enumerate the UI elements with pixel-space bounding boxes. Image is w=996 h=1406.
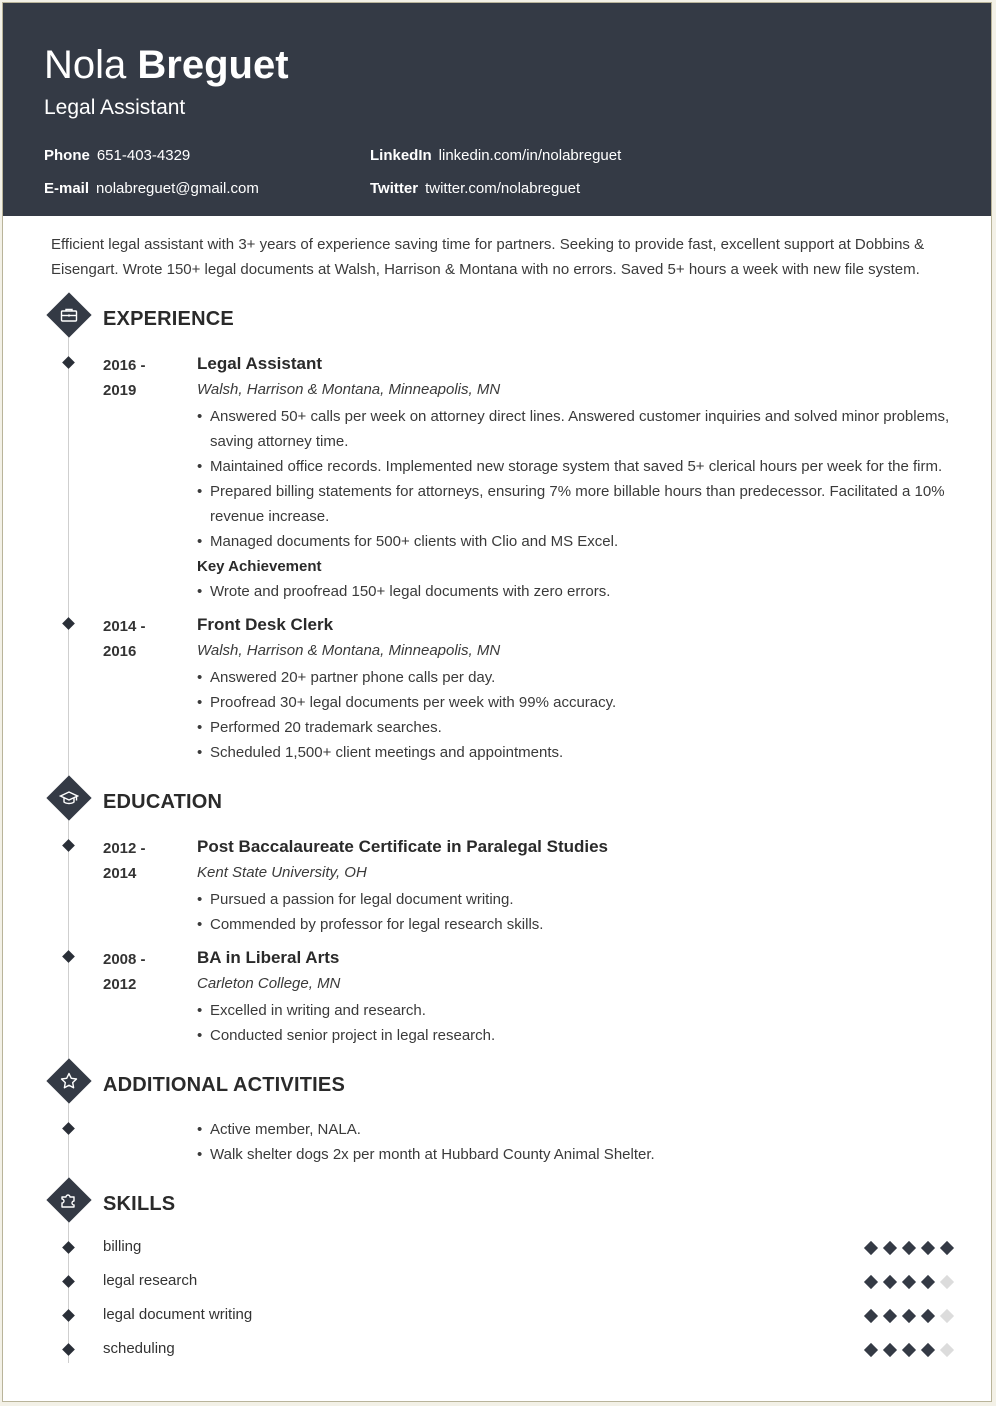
phone-value: 651-403-4329 [96,147,191,164]
job-title: Legal Assistant [44,96,186,119]
section-heading-skills: SKILLS [103,1193,176,1215]
edu-degree: BA in Liberal Arts [197,948,340,967]
timeline-dot [62,1343,75,1356]
edu-school: Kent State University, OH [197,864,367,881]
edu-date-start: 2008 - [103,951,146,968]
rating-diamond-filled [883,1343,897,1357]
puzzle-icon [46,1177,91,1222]
timeline-dot [62,839,75,852]
rating-diamond-filled [883,1241,897,1255]
skill-rating [863,1241,963,1255]
edu-bullets [197,887,957,937]
rating-diamond-filled [902,1309,916,1323]
job-company: Walsh, Harrison & Montana, Minneapolis, MN [197,381,501,398]
job-date-end: 2019 [103,382,137,399]
edu-date-start: 2012 - [103,840,146,857]
skill-name: billing [103,1238,142,1255]
timeline-dot [62,1275,75,1288]
rating-diamond-filled [940,1241,954,1255]
email-value[interactable]: nolabreguet@gmail.com [96,180,259,197]
email-label: E-mail [44,180,90,197]
list-item: • Maintained office records. Implemented new storage system that saved 5+ clerical hours per week for the firm. [197,454,957,479]
rating-diamond-filled [883,1275,897,1289]
list-item: • Answered 20+ partner phone calls per day. [197,665,957,690]
edu-date-end: 2014 [103,865,137,882]
list-item: • Performed 20 trademark searches. [197,715,957,740]
list-item: • Conducted senior project in legal research. [197,1023,957,1048]
job-date-start: 2014 - [103,618,146,635]
contact-twitter [370,179,580,199]
candidate-name [44,41,289,89]
job-role: Legal Assistant [197,354,323,373]
last-name: Breguet [137,43,289,87]
graduation-cap-icon [46,775,91,820]
timeline-dot [62,1309,75,1322]
job-date-start: 2016 - [103,357,146,374]
timeline-dot [62,1122,75,1135]
job-bullets [197,404,957,554]
rating-diamond-filled [883,1309,897,1323]
rating-diamond-filled [864,1343,878,1357]
rating-diamond-filled [902,1241,916,1255]
section-heading-education: EDUCATION [103,791,223,813]
phone-label: Phone [44,147,90,164]
timeline-dot [62,1241,75,1254]
skill-name: legal document writing [103,1306,253,1323]
rating-diamond-filled [921,1343,935,1357]
twitter-value[interactable]: twitter.com/nolabreguet [425,180,581,197]
first-name: Nola [44,43,127,87]
section-heading-activities: ADDITIONAL ACTIVITIES [103,1074,345,1096]
list-item: • Scheduled 1,500+ client meetings and appointments. [197,740,957,765]
skill-rating [863,1309,963,1323]
rating-diamond-empty [940,1275,954,1289]
contact-linkedin [370,146,621,166]
timeline-dot [62,950,75,963]
list-item: • Wrote and proofread 150+ legal documents with zero errors. [197,579,957,604]
twitter-label: Twitter [370,180,419,197]
rating-diamond-empty [940,1309,954,1323]
list-item: • Pursued a passion for legal document writing. [197,887,957,912]
key-achievement-bullets [197,579,957,604]
job-role: Front Desk Clerk [197,615,334,634]
linkedin-value[interactable]: linkedin.com/in/nolabreguet [438,147,622,164]
skill-name: legal research [103,1272,198,1289]
section-heading-experience: EXPERIENCE [103,308,234,330]
resume-header [3,3,992,216]
resume-page [2,2,992,1402]
rating-diamond-filled [902,1343,916,1357]
rating-diamond-filled [902,1275,916,1289]
list-item: • Excelled in writing and research. [197,998,957,1023]
rating-diamond-filled [864,1241,878,1255]
profile-summary: Efficient legal assistant with 3+ years of experience saving time for partners. Seeking to provide fast, excellent support at Dobbins & Eisengart. Wrote 150+ legal documents at Walsh, Harrison & Montana with no errors. Saved 5+ hours a week with new file system. [51,236,925,278]
rating-diamond-filled [864,1309,878,1323]
skill-rating [863,1343,963,1357]
activity-bullets [197,1117,957,1167]
star-icon [46,1058,91,1103]
timeline-dot [62,356,75,369]
list-item: • Commended by professor for legal research skills. [197,912,957,937]
list-item: • Proofread 30+ legal documents per week with 99% accuracy. [197,690,957,715]
rating-diamond-filled [921,1275,935,1289]
timeline-dot [62,617,75,630]
edu-bullets [197,998,957,1048]
edu-date-end: 2012 [103,976,137,993]
list-item: • Active member, NALA. [197,1117,957,1142]
rating-diamond-filled [921,1241,935,1255]
contact-email [44,179,259,199]
list-item: • Managed documents for 500+ clients with Clio and MS Excel. [197,529,957,554]
list-item: • Prepared billing statements for attorneys, ensuring 7% more billable hours than predecessor. Facilitated a 10% revenue increase. [197,479,957,529]
rating-diamond-empty [940,1343,954,1357]
edu-degree: Post Baccalaureate Certificate in Paralegal Studies [197,837,609,856]
contact-phone [44,146,190,166]
job-date-end: 2016 [103,643,137,660]
job-bullets [197,665,957,765]
key-achievement-label: Key Achievement [197,558,322,575]
list-item: • Walk shelter dogs 2x per month at Hubbard County Animal Shelter. [197,1142,957,1167]
rating-diamond-filled [864,1275,878,1289]
skill-rating [863,1275,963,1289]
linkedin-label: LinkedIn [370,147,432,164]
briefcase-icon [46,292,91,337]
list-item: • Answered 50+ calls per week on attorney direct lines. Answered customer inquiries and solved minor problems, saving attorney time. [197,404,957,454]
rating-diamond-filled [921,1309,935,1323]
edu-school: Carleton College, MN [197,975,341,992]
job-company: Walsh, Harrison & Montana, Minneapolis, MN [197,642,501,659]
skill-name: scheduling [103,1340,175,1357]
